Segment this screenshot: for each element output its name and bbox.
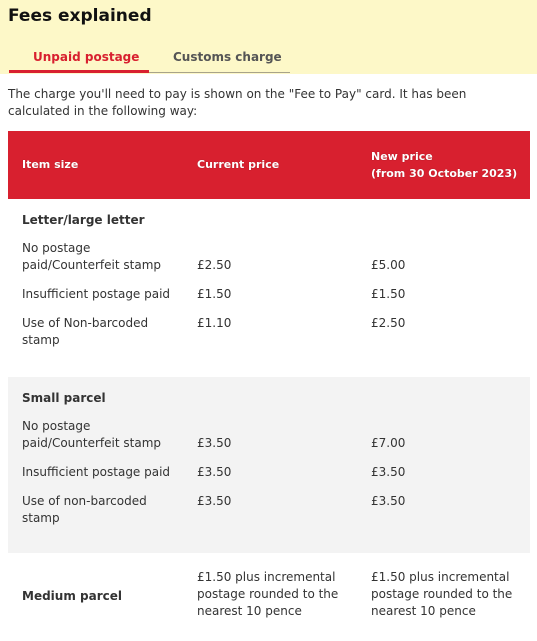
row-item-label [22,315,182,349]
active-tab-indicator [9,70,149,73]
row-item-label: Insufficient postage paid [22,465,171,479]
tab-bar [9,46,290,73]
page-title: Fees explained [8,6,152,26]
row-item-label [22,240,182,274]
section-small-parcel [8,377,530,553]
header-new-price-line1: New price [371,150,433,163]
row-new-price: £3.50 [371,465,406,479]
price-line: postage rounded to the [197,587,339,601]
section-letter [8,199,530,377]
section-heading: Letter/large letter [22,213,145,227]
section-heading: Small parcel [22,391,106,405]
item-line: Use of Non-barcoded [22,316,149,330]
row-current-price: £2.50 [197,258,232,272]
price-line: postage rounded to the [371,587,513,601]
header-item-size: Item size [22,158,79,171]
row-current-price: £1.50 [197,287,232,301]
header-current-price: Current price [197,158,280,171]
item-line: paid/Counterfeit stamp [22,436,161,450]
header-new-price [371,148,517,182]
item-line: No postage [22,419,91,433]
header-new-price-line2: (from 30 October 2023) [371,167,518,180]
row-current-price: £3.50 [197,465,232,479]
table-header [8,131,530,199]
row-item-label [22,418,182,452]
item-line: stamp [22,333,60,347]
fees-table [8,131,530,641]
item-line: Use of non-barcoded [22,494,147,508]
row-new-price: £2.50 [371,316,406,330]
tab-unpaid-postage[interactable]: Unpaid postage [33,50,140,64]
row-current-price: £1.10 [197,316,232,330]
intro-text: The charge you'll need to pay is shown on the "Fee to Pay" card. It has been calculated in the following way: [8,87,467,118]
row-new-price: £1.50 [371,287,406,301]
price-line: nearest 10 pence [371,604,476,618]
row-current-price: £3.50 [197,494,232,508]
row-new-price: £3.50 [371,494,406,508]
price-line: £1.50 plus incremental [197,570,336,584]
price-line: £1.50 plus incremental [371,570,510,584]
row-item-label [22,493,182,527]
page-header [0,0,537,74]
section-heading: Medium parcel [22,589,122,603]
row-item-label: Insufficient postage paid [22,287,171,301]
medium-new-price [371,569,521,620]
price-line: nearest 10 pence [197,604,302,618]
row-new-price: £5.00 [371,258,406,272]
item-line: stamp [22,511,60,525]
section-medium-parcel [8,553,530,641]
row-current-price: £3.50 [197,436,232,450]
tab-customs-charge[interactable]: Customs charge [173,50,282,64]
item-line: paid/Counterfeit stamp [22,258,161,272]
medium-current-price [197,569,357,620]
row-new-price: £7.00 [371,436,406,450]
item-line: No postage [22,241,91,255]
